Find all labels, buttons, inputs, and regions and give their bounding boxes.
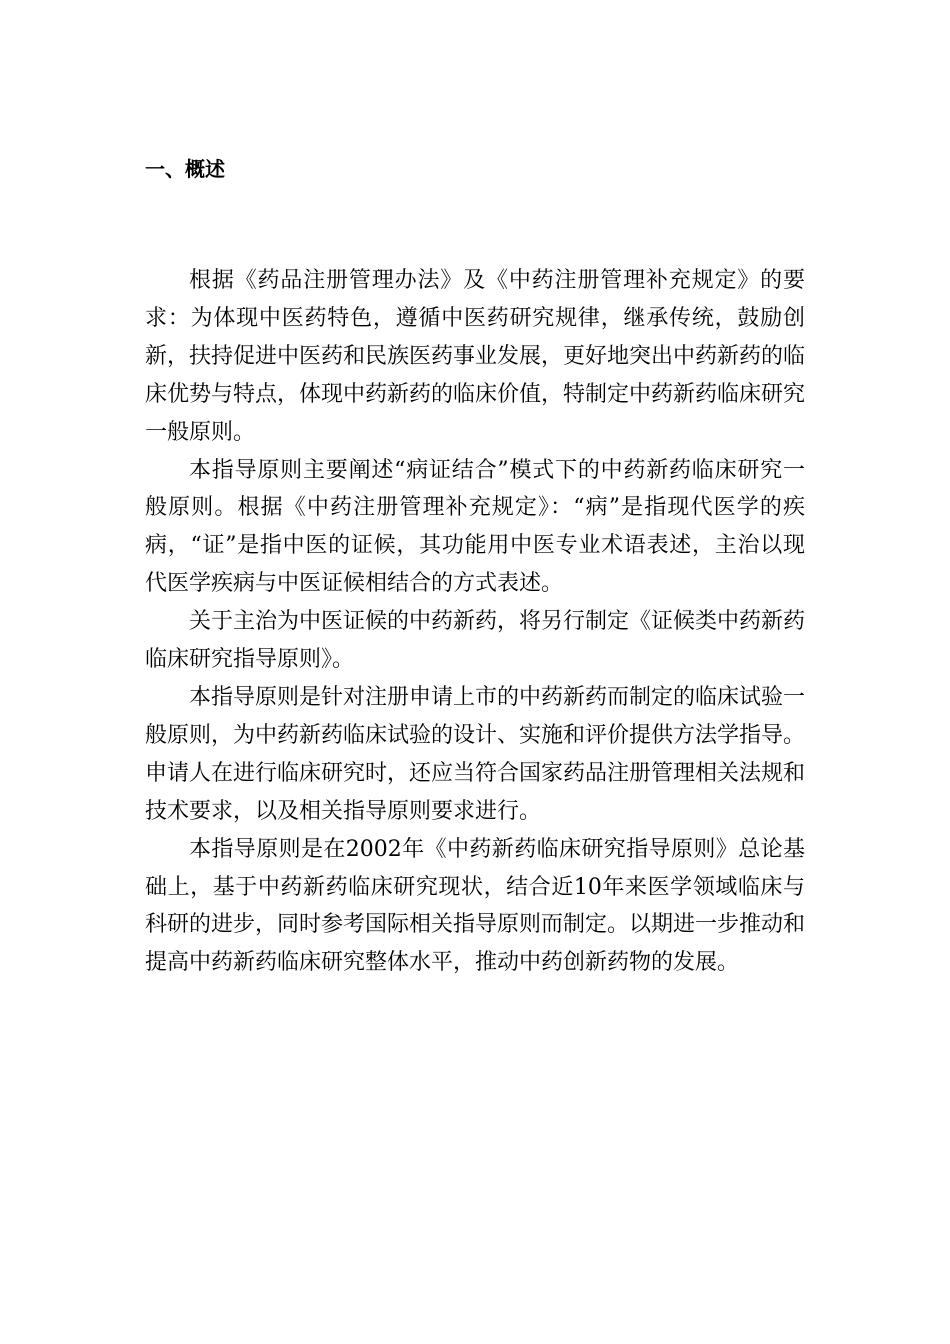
paragraph-2: 本指导原则主要阐述“病证结合”模式下的中药新药临床研究一般原则。根据《中药注册管理补充规定》：“病”是指现代医学的疾病，“证”是指中医的证候，其功能用中医专业术语表述，主治以现代医学疾病与中医证候相结合的方式表述。 — [145, 457, 805, 597]
paragraph-3: 关于主治为中医证候的中药新药，将另行制定《证候类中药新药临床研究指导原则》。 — [145, 609, 806, 673]
paragraph-5: 本指导原则是在2002年《中药新药临床研究指导原则》总论基础上，基于中药新药临床研究现状，结合近10年来医学领域临床与科研的进步，同时参考国际相关指导原则而制定。以期进一步推动和提高中药新药临床研究整体水平，推动中药创新药物的发展。 — [145, 836, 806, 976]
paragraph-1: 根据《药品注册管理办法》及《中药注册管理补充规定》的要求：为体现中医药特色，遵循中医药研究规律，继承传统，鼓励创新，扶持促进中医药和民族医药事业发展，更好地突出中药新药的临床优势与特点，体现中药新药的临床价值，特制定中药新药临床研究一般原则。 — [145, 268, 806, 445]
paragraph-4: 本指导原则是针对注册申请上市的中药新药而制定的临床试验一般原则，为中药新药临床试验的设计、实施和评价提供方法学指导。申请人在进行临床研究时，还应当符合国家药品注册管理相关法规和技术要求，以及相关指导原则要求进行。 — [145, 684, 806, 824]
body-text — [145, 262, 805, 982]
section-heading: 一、概述 — [145, 157, 225, 181]
